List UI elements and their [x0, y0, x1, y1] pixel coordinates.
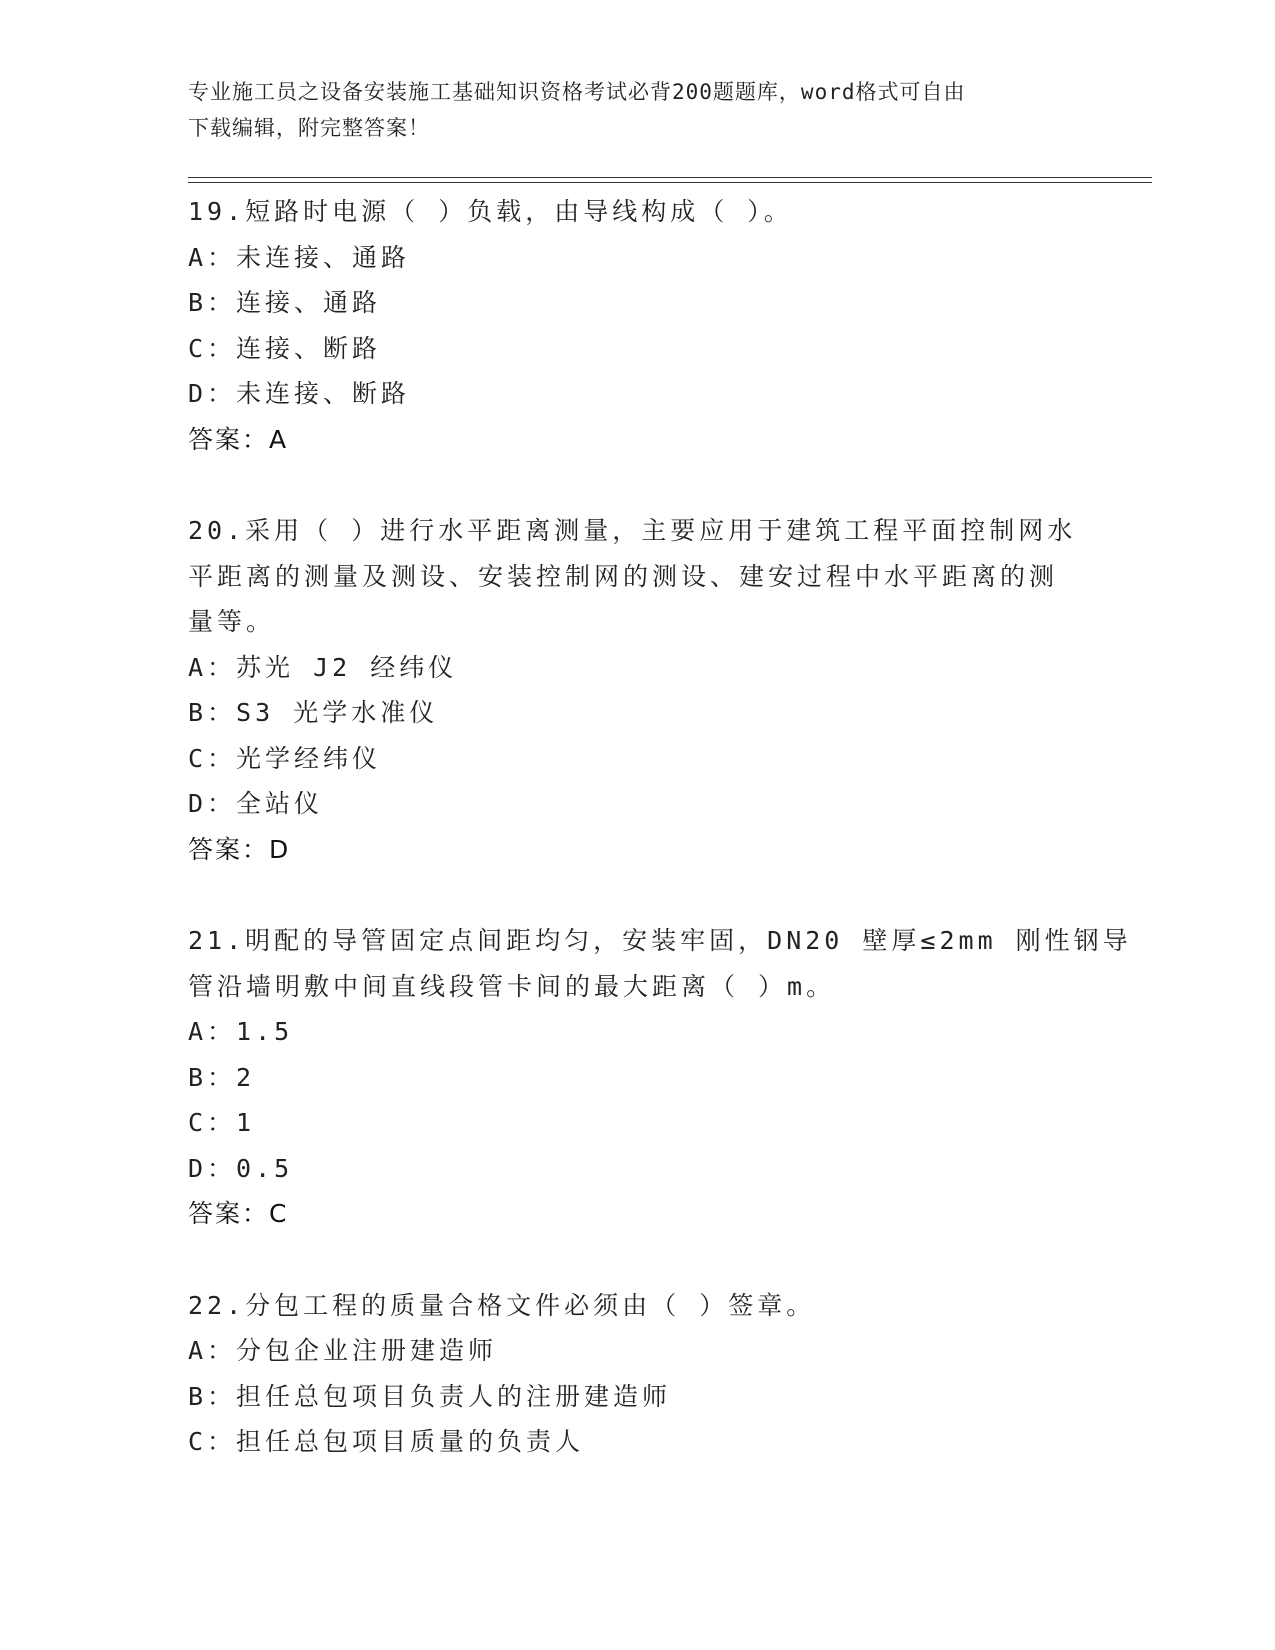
- option-d: D：未连接、断路: [188, 379, 411, 408]
- option-d: D：0.5: [188, 1153, 294, 1183]
- question-stem: [188, 189, 1088, 235]
- option-a: A：1.5: [188, 1017, 294, 1046]
- option-b: B：担任总包项目负责人的注册建造师: [188, 1381, 672, 1411]
- answer-label: 答案：D: [188, 834, 291, 864]
- question-stem-line: 21.明配的导管固定点间距均匀，安装牢固，DN20 壁厚≤2mm 刚性钢导: [188, 926, 1132, 955]
- question-stem-line: 22.分包工程的质量合格文件必须由（ ）签章。: [188, 1290, 816, 1320]
- question-stem-line: 管沿墙明敷中间直线段管卡间的最大距离（ ）m。: [188, 971, 836, 1001]
- header-divider-top: [188, 177, 1152, 178]
- question-stem: [188, 1283, 1088, 1329]
- option-a: A：未连接、通路: [188, 242, 411, 272]
- option-c: C：连接、断路: [188, 333, 382, 363]
- question-19: [188, 189, 1088, 462]
- question-stem-line: 19.短路时电源（ ）负载，由导线构成（ ）。: [188, 197, 793, 226]
- answer-label: 答案：A: [188, 424, 289, 454]
- question-stem: [188, 508, 1088, 645]
- option-c: C：光学经纬仪: [188, 743, 382, 773]
- option-c: C：担任总包项目质量的负责人: [188, 1427, 585, 1456]
- option-c: C：1: [188, 1108, 256, 1137]
- option-d: D：全站仪: [188, 789, 324, 818]
- question-20: [188, 508, 1088, 872]
- question-stem-line: 平距离的测量及测设、安装控制网的测设、建安过程中水平距离的测: [188, 561, 1059, 591]
- option-a: A：苏光 J2 经纬仪: [188, 652, 458, 682]
- document-header: [188, 74, 1068, 146]
- question-stem: [188, 918, 1132, 1009]
- option-b: B：S3 光学水准仪: [188, 698, 439, 727]
- question-list: [188, 189, 1132, 1511]
- question-stem-line: 量等。: [188, 607, 276, 636]
- answer-label: 答案：C: [188, 1199, 289, 1228]
- header-divider-bottom: [188, 182, 1152, 183]
- option-b: B：连接、通路: [188, 288, 382, 317]
- header-title-line-1: 专业施工员之设备安装施工基础知识资格考试必背200题题库，word格式可自由: [188, 80, 966, 104]
- header-title-line-2: 下载编辑，附完整答案！: [188, 116, 430, 140]
- question-21: [188, 918, 1132, 1237]
- option-b: B：2: [188, 1062, 256, 1092]
- question-22: [188, 1283, 1088, 1465]
- option-a: A：分包企业注册建造师: [188, 1336, 498, 1365]
- question-stem-line: 20.采用（ ）进行水平距离测量，主要应用于建筑工程平面控制网水: [188, 516, 1077, 545]
